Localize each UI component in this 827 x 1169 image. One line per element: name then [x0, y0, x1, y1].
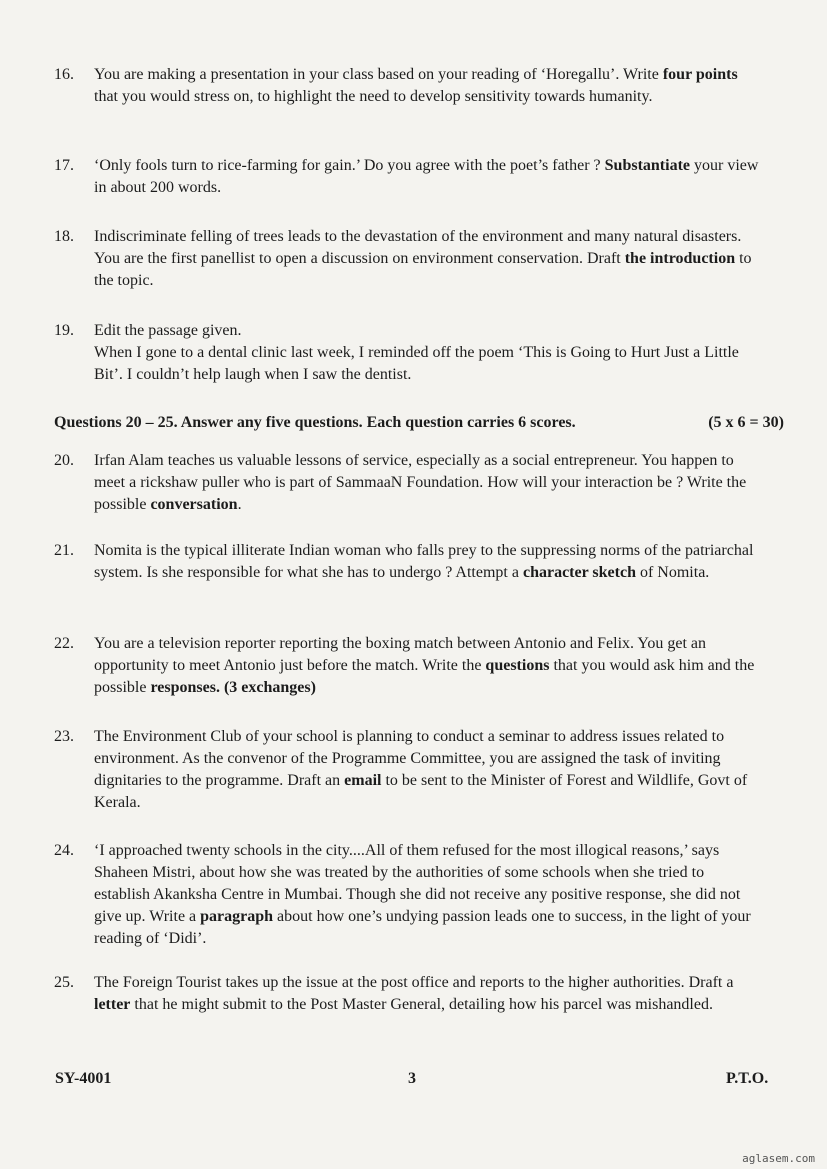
question-text: ‘Only fools turn to rice-farming for gain.’ Do you agree with the poet’s father ? Substantiate your view in about 200 words.	[94, 157, 759, 196]
watermark: aglasem.com	[742, 1152, 815, 1165]
question-text: The Foreign Tourist takes up the issue at the post office and reports to the higher authorities. Draft a letter that he might submit to the Post Master General, detailing how his parcel was mishandled.	[94, 974, 734, 1013]
pto-label: P.T.O.	[726, 1070, 769, 1087]
question-20	[54, 450, 759, 516]
question-19	[54, 320, 759, 386]
question-17	[54, 155, 759, 199]
question-number: 16.	[54, 66, 74, 83]
question-number: 25.	[54, 974, 74, 991]
paper-code: SY-4001	[55, 1070, 112, 1087]
question-22	[54, 633, 759, 699]
question-23	[54, 726, 759, 814]
question-18	[54, 226, 759, 292]
section-marks: (5 x 6 = 30)	[708, 414, 784, 431]
question-24	[54, 840, 759, 950]
question-text: You are a television reporter reporting the boxing match between Antonio and Felix. You get an opportunity to meet Antonio just before the match. Write the questions that you would ask him and the possible responses. (3 exchanges)	[94, 635, 755, 696]
question-text	[94, 320, 759, 386]
question-16	[54, 64, 759, 108]
question-number: 17.	[54, 157, 74, 174]
question-number: 21.	[54, 542, 74, 559]
question-number: 24.	[54, 842, 74, 859]
section-heading	[54, 412, 784, 434]
question-text: Irfan Alam teaches us valuable lessons of service, especially as a social entrepreneur. You happen to meet a rickshaw puller who is part of SammaaN Foundation. How will your interaction be ? Write the possible conversation.	[94, 452, 747, 513]
question-number: 22.	[54, 635, 74, 652]
question-text: You are making a presentation in your class based on your reading of ‘Horegallu’. Write four points that you would stress on, to highlight the need to develop sensitivity towards humanity.	[94, 66, 738, 105]
question-25	[54, 972, 759, 1016]
question-number: 18.	[54, 228, 74, 245]
section-instructions: Questions 20 – 25. Answer any five questions. Each question carries 6 scores.	[54, 414, 576, 431]
question-number: 20.	[54, 452, 74, 469]
page-number: 3	[408, 1070, 416, 1087]
question-text: ‘I approached twenty schools in the city....All of them refused for the most illogical reasons,’ says Shaheen Mistri, about how she was treated by the authorities of some schools when she tried to establish Akanksha Centre in Mumbai. Though she did not receive any positive response, she did not give up. Write a paragraph about how one’s undying passion leads one to success, in the light of your reading of ‘Didi’.	[94, 842, 751, 947]
question-21	[54, 540, 759, 584]
instruction-line: Edit the passage given.	[94, 322, 242, 339]
question-text: Indiscriminate felling of trees leads to the devastation of the environment and many natural disasters. You are the first panellist to open a discussion on environment conservation. Draft the introduction to the topic.	[94, 228, 752, 289]
question-number: 19.	[54, 322, 74, 339]
passage-text: When I gone to a dental clinic last week, I reminded off the poem ‘This is Going to Hurt Just a Little Bit’. I couldn’t help laugh when I saw the dentist.	[94, 344, 739, 383]
question-text: The Environment Club of your school is planning to conduct a seminar to address issues related to environment. As the convenor of the Programme Committee, you are assigned the task of inviting dignitaries to the programme. Draft an email to be sent to the Minister of Forest and Wildlife, Govt of Kerala.	[94, 728, 748, 811]
question-number: 23.	[54, 728, 74, 745]
question-text: Nomita is the typical illiterate Indian woman who falls prey to the suppressing norms of the patriarchal system. Is she responsible for what she has to undergo ? Attempt a character sketch of Nomita.	[94, 542, 754, 581]
